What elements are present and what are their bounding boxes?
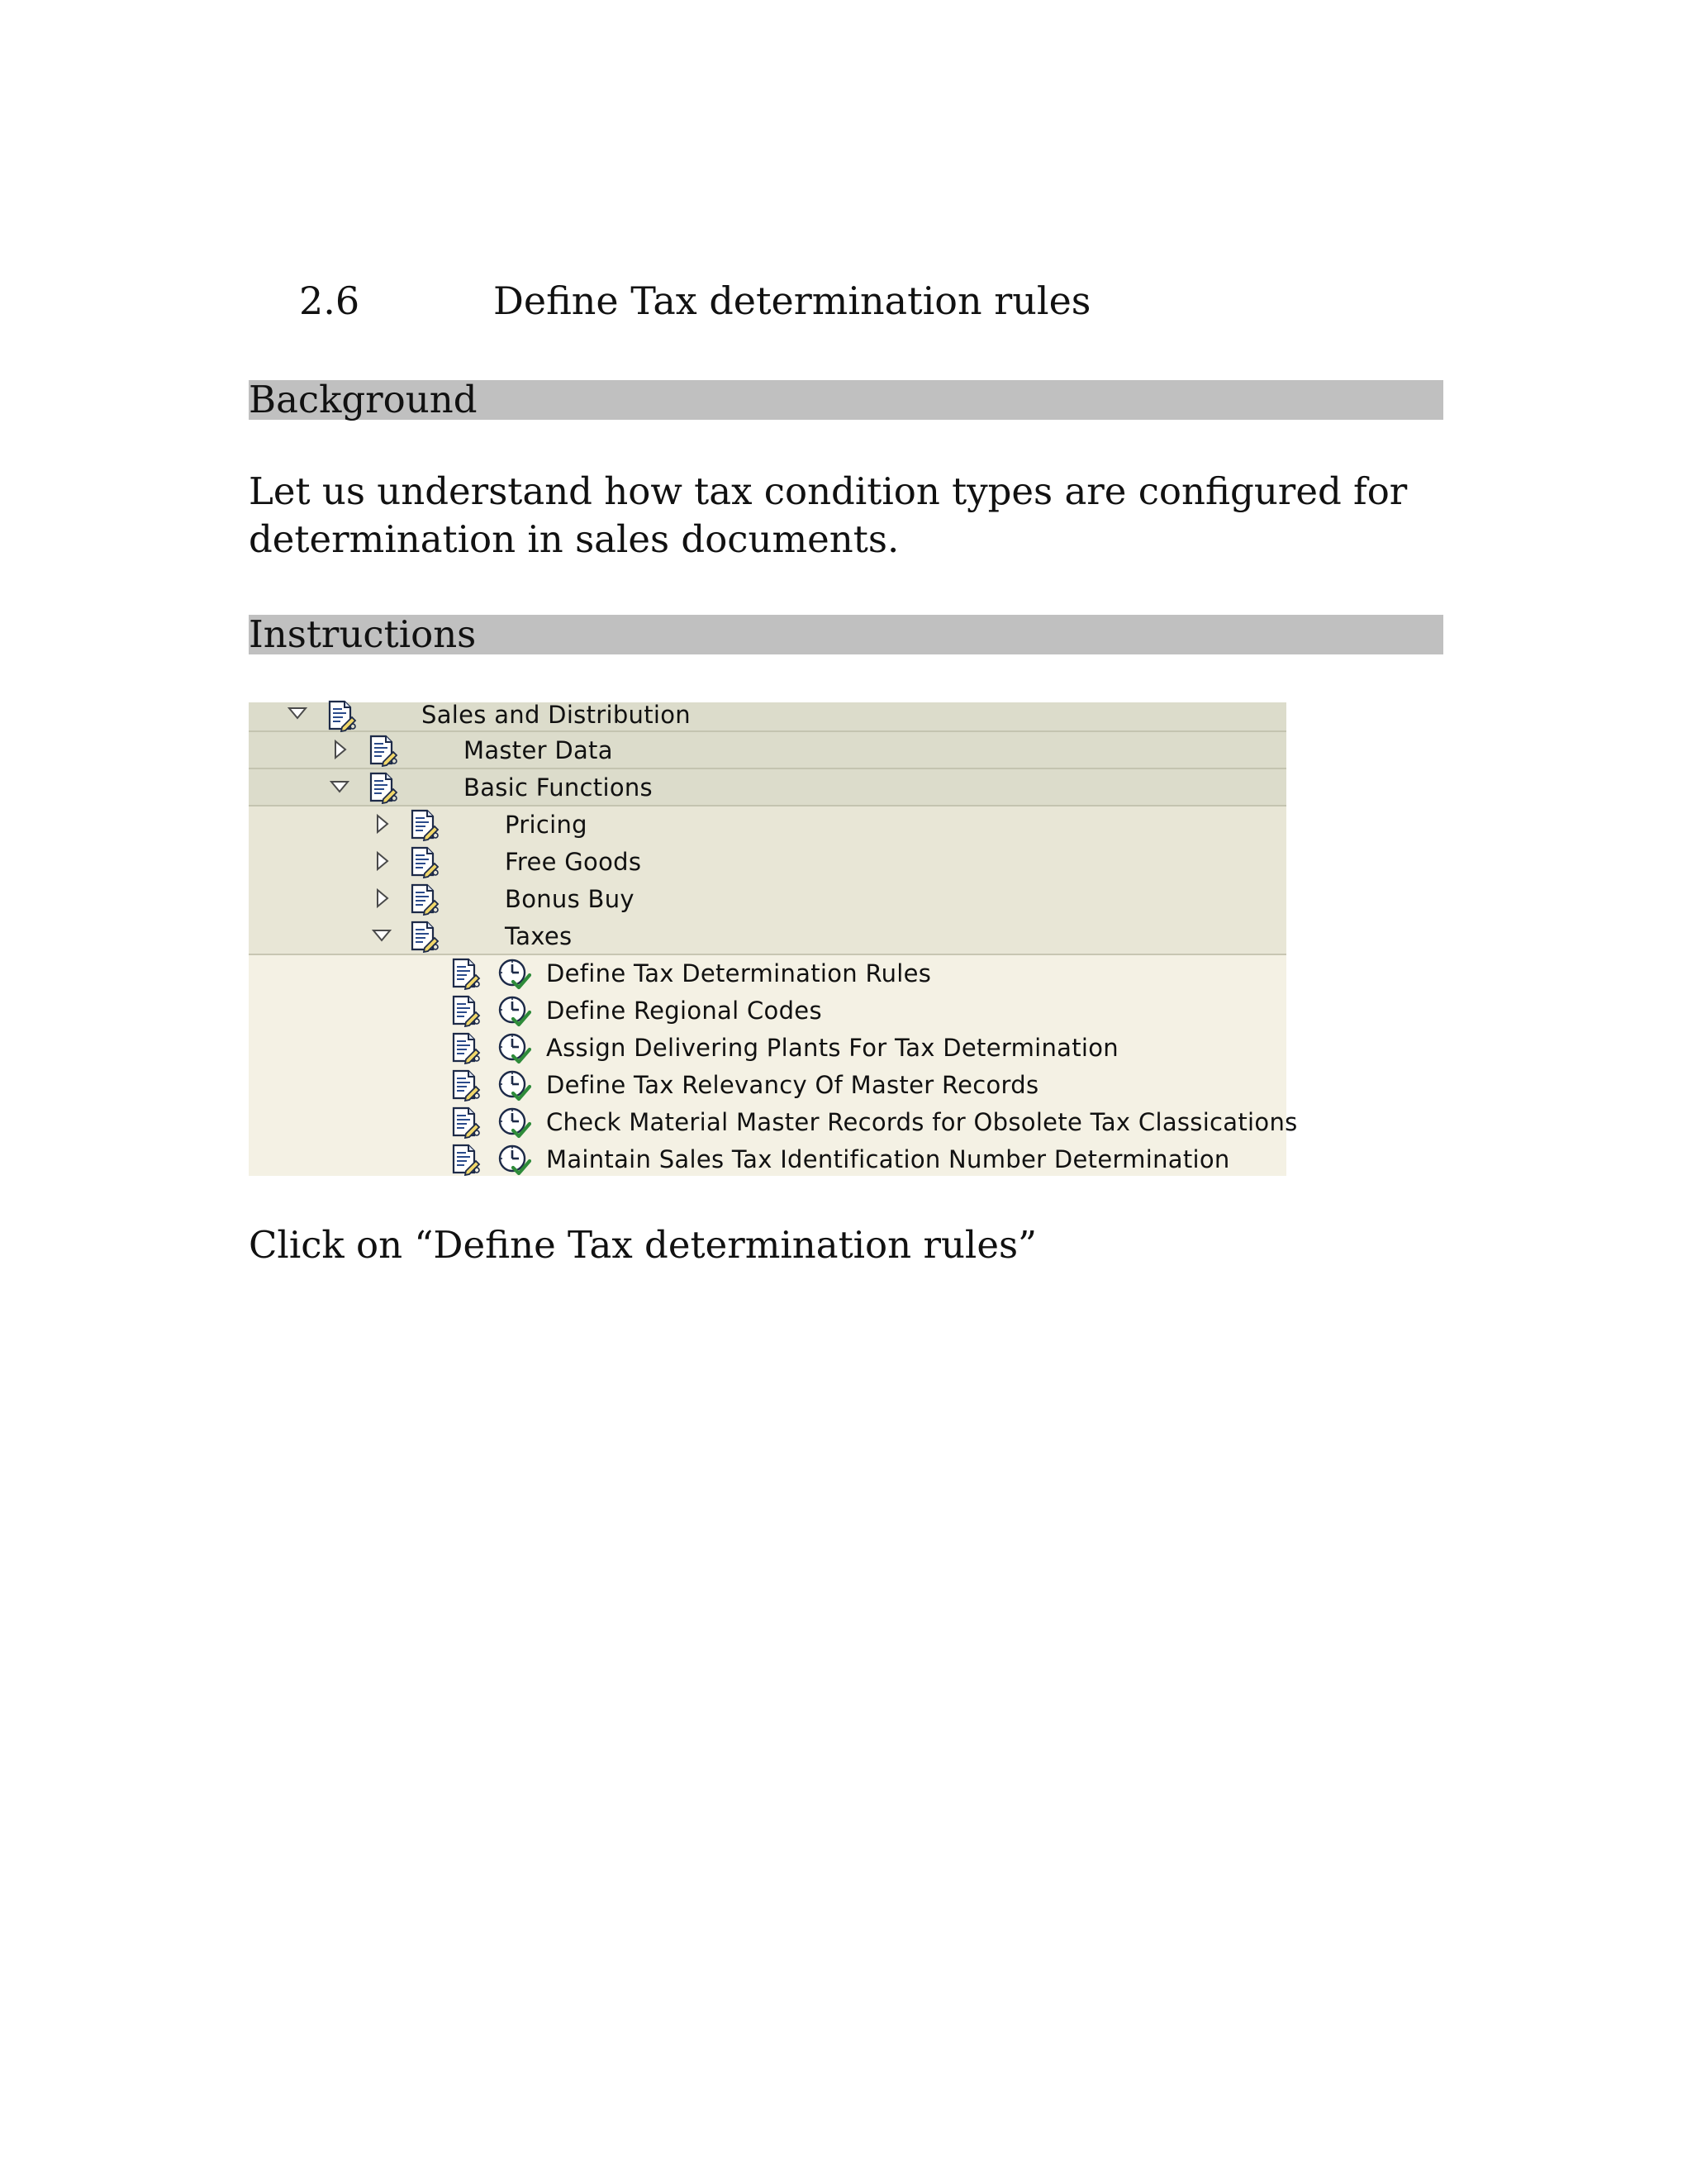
tree-node-bonus-buy[interactable] <box>249 881 1286 918</box>
tree-node-label[interactable]: Basic Functions <box>463 773 653 802</box>
document-icon <box>449 1106 482 1139</box>
document-icon <box>407 845 440 878</box>
document-icon <box>366 771 399 804</box>
document-icon <box>449 957 482 990</box>
triangle-down-icon[interactable] <box>371 925 392 946</box>
tree-node-label[interactable]: Master Data <box>463 736 613 764</box>
instructions-bar: Instructions <box>249 615 1443 654</box>
tree-node-master-data[interactable] <box>249 732 1286 769</box>
tree-activity-label[interactable]: Assign Delivering Plants For Tax Determination <box>546 1034 1119 1062</box>
clock-activity-icon[interactable] <box>497 994 531 1029</box>
tree-activity-check-material-master-records[interactable] <box>249 1104 1298 1141</box>
tree-node-label[interactable]: Taxes <box>505 922 573 950</box>
document-icon <box>325 699 358 732</box>
sap-menu-tree <box>249 701 1298 1176</box>
triangle-down-icon[interactable] <box>287 702 308 724</box>
background-bar: Background <box>249 380 1443 420</box>
background-text-line-2: determination in sales documents. <box>249 517 900 561</box>
tree-node-taxes[interactable] <box>249 918 1286 955</box>
tree-activity-define-regional-codes[interactable] <box>249 992 1286 1030</box>
background-text-line-1: Let us understand how tax condition types are configured for <box>249 469 1408 513</box>
tree-node-label[interactable]: Bonus Buy <box>505 885 634 913</box>
clock-activity-icon[interactable] <box>497 1031 531 1066</box>
document-icon <box>407 883 440 916</box>
section-number: 2.6 <box>299 278 360 323</box>
tree-node-basic-functions[interactable] <box>249 769 1286 807</box>
tree-activity-assign-delivering-plants[interactable] <box>249 1030 1286 1067</box>
clock-activity-icon[interactable] <box>497 1068 531 1103</box>
document-icon <box>407 808 440 841</box>
tree-activity-label[interactable]: Check Material Master Records for Obsolete Tax Classications <box>546 1108 1298 1136</box>
tree-activity-label[interactable]: Define Regional Codes <box>546 997 822 1025</box>
clock-activity-icon[interactable] <box>497 957 531 992</box>
click-instruction: Click on “Define Tax determination rules” <box>249 1223 1038 1267</box>
tree-node-pricing[interactable] <box>249 807 1286 844</box>
triangle-down-icon[interactable] <box>329 776 350 797</box>
tree-activity-label[interactable]: Maintain Sales Tax Identification Number Determination <box>546 1145 1230 1173</box>
tree-activity-define-tax-relevancy[interactable] <box>249 1067 1286 1104</box>
triangle-right-icon[interactable] <box>371 850 392 872</box>
document-icon <box>449 1031 482 1064</box>
document-icon <box>449 994 482 1027</box>
triangle-right-icon[interactable] <box>371 813 392 835</box>
section-title: Define Tax determination rules <box>493 278 1091 323</box>
tree-activity-maintain-sales-tax-id[interactable] <box>249 1141 1286 1176</box>
tree-node-free-goods[interactable] <box>249 844 1286 881</box>
tree-activity-define-tax-determination-rules[interactable] <box>249 955 1286 992</box>
tree-activity-label[interactable]: Define Tax Relevancy Of Master Records <box>546 1071 1039 1099</box>
tree-node-sales-distribution[interactable] <box>249 702 1286 732</box>
clock-activity-icon[interactable] <box>497 1143 531 1178</box>
document-icon <box>449 1068 482 1102</box>
tree-node-label[interactable]: Sales and Distribution <box>421 701 691 729</box>
tree-node-label[interactable]: Free Goods <box>505 848 642 876</box>
triangle-right-icon[interactable] <box>329 739 350 760</box>
document-icon <box>366 734 399 767</box>
tree-activity-label[interactable]: Define Tax Determination Rules <box>546 959 932 987</box>
tree-node-label[interactable]: Pricing <box>505 811 587 839</box>
document-icon <box>407 920 440 953</box>
clock-activity-icon[interactable] <box>497 1106 531 1140</box>
document-icon <box>449 1143 482 1176</box>
triangle-right-icon[interactable] <box>371 887 392 909</box>
